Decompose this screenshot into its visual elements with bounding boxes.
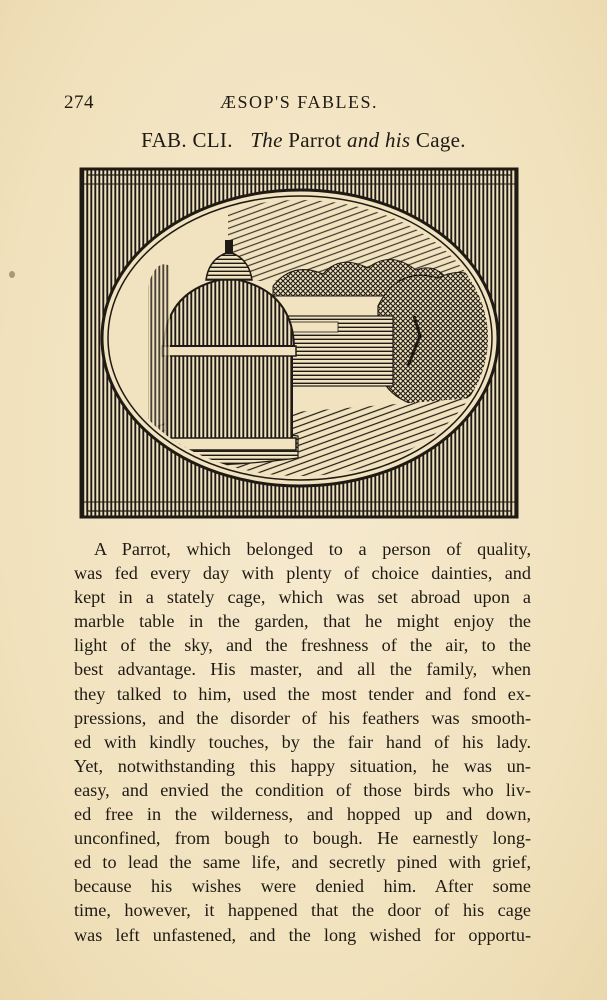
body-line: marble table in the garden, that he might enjoy the [74, 611, 531, 632]
body-line: ed with kindly touches, by the fair hand of his lady. [74, 731, 531, 752]
woodcut-svg [78, 166, 520, 520]
body-line: was left unfastened, and the long wished for opportu- [74, 924, 531, 945]
body-line: light of the sky, and the freshness of the air, to the [74, 635, 531, 656]
body-line: A Parrot, which belonged to a person of quality, [94, 539, 531, 559]
body-line: ed to lead the same life, and secretly pined with grief, [74, 852, 531, 873]
fable-heading [40, 128, 567, 153]
body-line: best advantage. His master, and all the family, when [74, 659, 531, 680]
body-line: Yet, notwithstanding this happy situation, he was un- [74, 755, 531, 776]
fable-title-word-5: Cage. [415, 128, 466, 152]
body-line: unconfined, from bough to bough. He earnestly long- [74, 828, 531, 849]
fable-number: FAB. CLI. [141, 128, 233, 152]
fable-title-word-1: The [250, 128, 283, 152]
body-line: pressions, and the disorder of his feathers was smooth- [74, 707, 531, 728]
body-line: because his wishes were denied him. After some [74, 876, 531, 897]
fable-title-word-3: and [346, 128, 380, 152]
running-head [64, 92, 534, 114]
fable-body [74, 537, 531, 947]
body-line: easy, and envied the condition of those birds who liv- [74, 779, 531, 800]
ink-blot [9, 271, 15, 278]
running-title: ÆSOP'S FABLES. [220, 92, 378, 112]
fable-title-word-2: Parrot [288, 128, 342, 152]
body-line: time, however, it happened that the door of his cage [74, 900, 531, 921]
page-number: 274 [64, 92, 94, 113]
fable-title-word-4: his [384, 128, 411, 152]
body-line: was fed every day with plenty of choice dainties, and [74, 563, 531, 584]
body-line: ed free in the wilderness, and hopped up and down, [74, 804, 531, 825]
body-line: kept in a stately cage, which was set abroad upon a [74, 587, 531, 608]
body-line: they talked to him, used the most tender and fond ex- [74, 683, 531, 704]
woodcut-illustration [78, 166, 520, 520]
